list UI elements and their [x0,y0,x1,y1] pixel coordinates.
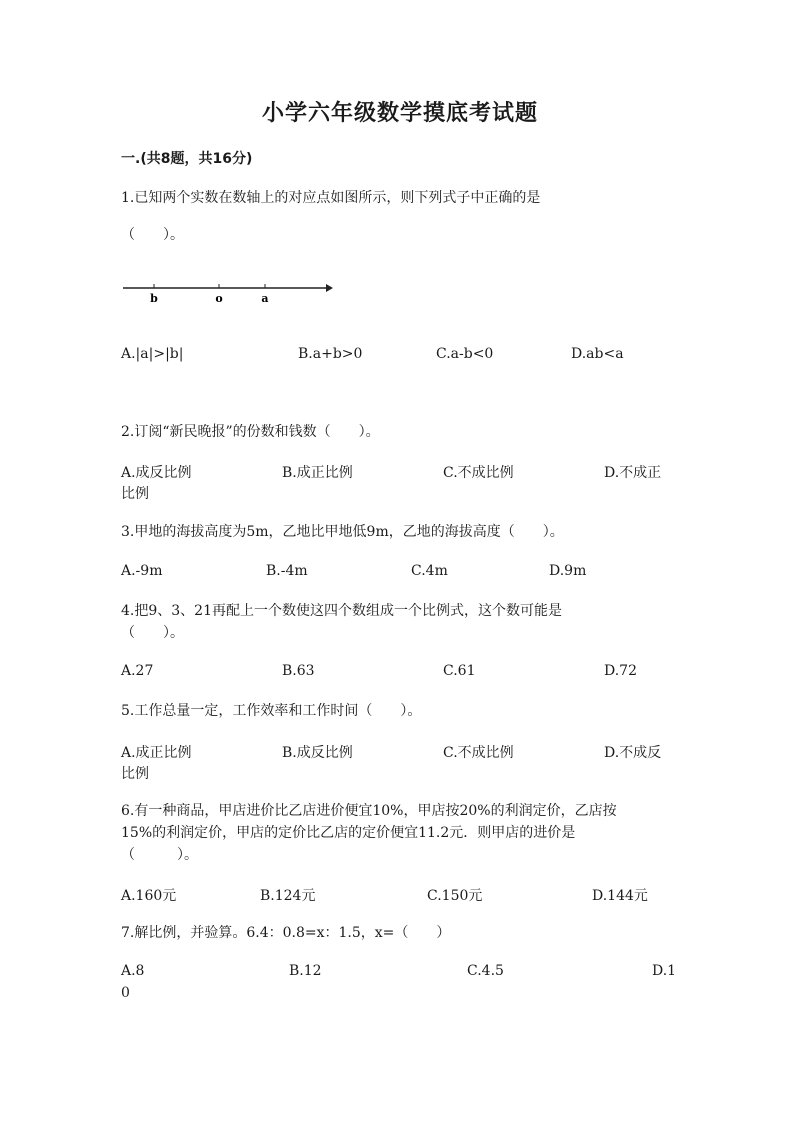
question-4-blank: （ ）。 [121,625,184,641]
question-6-option-d: D.144元 [592,888,648,904]
label-o: o [215,292,223,305]
question-2-option-d: D.不成正 [604,465,662,481]
question-6-option-c: C.150元 [427,888,483,904]
question-3-option-a: A.-9m [121,563,163,579]
question-1-option-b: B.a+b>0 [298,346,363,362]
label-a: a [261,292,269,305]
question-7-option-a: A.8 [121,963,145,979]
question-7-option-d-wrap: 0 [121,985,130,1001]
question-1-option-d: D.ab<a [571,346,624,362]
number-line-arrow [326,284,333,292]
question-6-blank: （ ）。 [121,847,198,863]
question-2-text: 2.订阅“新民晚报”的份数和钱数（ ）。 [121,424,380,440]
question-3-option-c: C.4m [411,563,448,579]
question-1-text: 1.已知两个实数在数轴上的对应点如图所示，则下列式子中正确的是 [121,190,541,206]
question-5-option-a: A.成正比例 [121,745,192,761]
question-4-text: 4.把9、3、21再配上一个数使这四个数组成一个比例式，这个数可能是 [121,603,562,619]
question-2-option-d-wrap: 比例 [121,486,149,502]
question-2-option-a: A.成反比例 [121,465,192,481]
question-5-option-d-wrap: 比例 [121,766,149,782]
label-b: b [150,292,158,305]
page-title: 小学六年级数学摸底考试题 [261,101,538,126]
question-4-option-c: C.61 [443,663,476,679]
question-3-text: 3.甲地的海拔高度为5m，乙地比甲地低9m，乙地的海拔高度（ ）。 [121,524,564,540]
question-7-option-c: C.4.5 [467,963,504,979]
number-line-figure [121,276,336,306]
question-6-option-b: B.124元 [260,888,316,904]
question-5-option-d: D.不成反 [604,745,662,761]
question-2-option-b: B.成正比例 [282,465,353,481]
question-5-text: 5.工作总量一定，工作效率和工作时间（ ）。 [121,703,422,719]
question-7-option-b: B.12 [289,963,322,979]
question-5-option-c: C.不成比例 [443,745,514,761]
question-1-option-a: A.|a|>|b| [121,346,184,362]
question-1-option-c: C.a-b<0 [436,346,494,362]
question-4-option-d: D.72 [604,663,637,679]
question-6-option-a: A.160元 [121,888,177,904]
question-3-option-b: B.-4m [266,563,308,579]
question-3-option-d: D.9m [549,563,587,579]
question-6-text-line2: 15%的利润定价，甲店的定价比乙店的定价便宜11.2元．则甲店的进价是 [121,825,576,841]
question-2-option-c: C.不成比例 [443,465,514,481]
question-4-option-a: A.27 [121,663,154,679]
question-6-text-line1: 6.有一种商品，甲店进价比乙店进价便宜10%，甲店按20%的利润定价，乙店按 [121,803,617,819]
section-heading: 一.(共8题，共16分) [121,151,253,167]
question-5-option-b: B.成反比例 [282,745,353,761]
question-4-option-b: B.63 [282,663,315,679]
question-7-option-d: D.1 [652,963,677,979]
question-1-blank: （ ）。 [121,227,184,243]
question-7-text: 7.解比例，并验算。6.4：0.8=x：1.5，x=（ ） [121,925,451,941]
